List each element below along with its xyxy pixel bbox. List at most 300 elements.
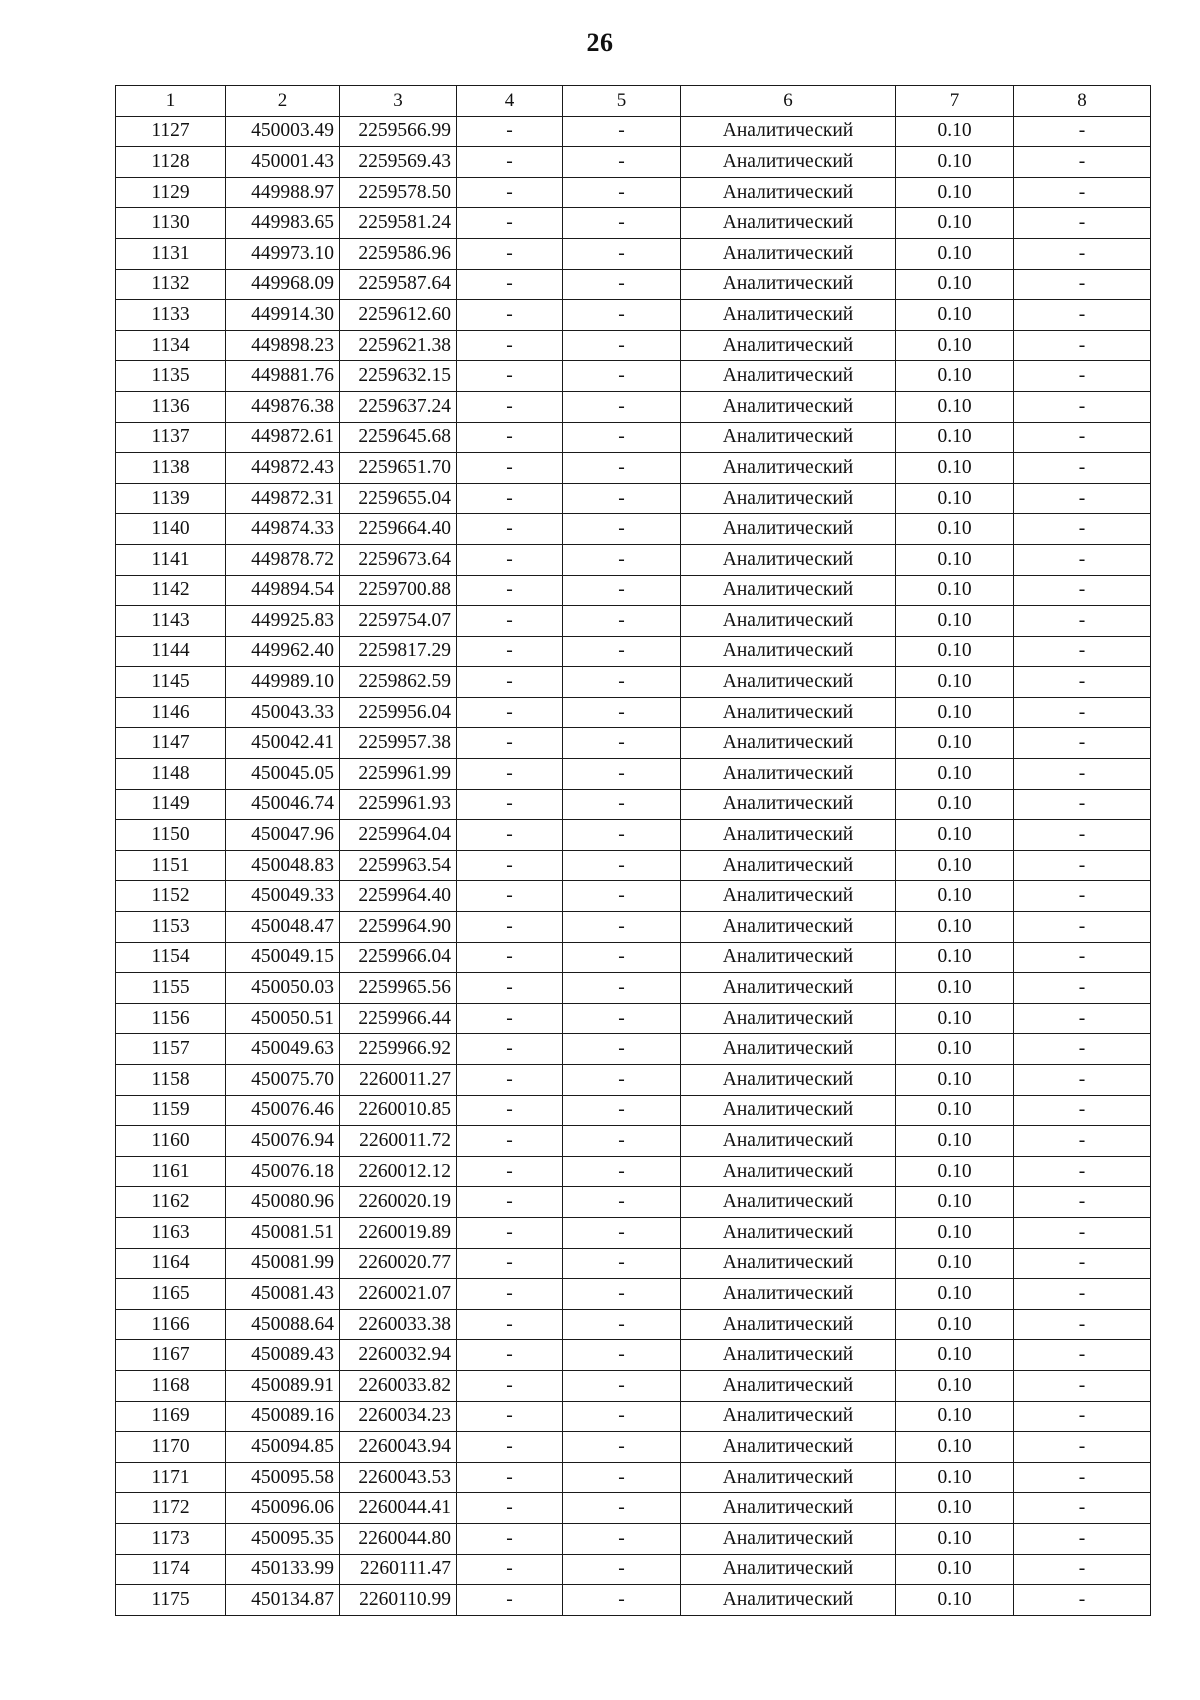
table-row <box>116 391 1151 422</box>
header-cell: 5 <box>563 86 681 117</box>
method-cell: Аналитический <box>681 1187 896 1218</box>
method-cell: Аналитический <box>681 1370 896 1401</box>
accuracy-cell: 0.10 <box>896 1585 1014 1616</box>
y-coordinate-cell: 2260033.82 <box>340 1370 457 1401</box>
table-row <box>116 483 1151 514</box>
x-coordinate-cell: 450048.47 <box>226 912 340 943</box>
column-5-cell: - <box>563 912 681 943</box>
column-4-cell: - <box>457 1493 563 1524</box>
table-row <box>116 1554 1151 1585</box>
column-4-cell: - <box>457 1432 563 1463</box>
x-coordinate-cell: 449983.65 <box>226 208 340 239</box>
table-row <box>116 116 1151 147</box>
table-row <box>116 973 1151 1004</box>
table-row <box>116 514 1151 545</box>
column-8-cell: - <box>1014 116 1151 147</box>
method-cell: Аналитический <box>681 667 896 698</box>
accuracy-cell: 0.10 <box>896 1370 1014 1401</box>
column-4-cell: - <box>457 636 563 667</box>
point-number-cell: 1161 <box>116 1156 226 1187</box>
column-4-cell: - <box>457 1187 563 1218</box>
x-coordinate-cell: 450089.43 <box>226 1340 340 1371</box>
point-number-cell: 1133 <box>116 300 226 331</box>
column-8-cell: - <box>1014 422 1151 453</box>
y-coordinate-cell: 2260011.27 <box>340 1065 457 1096</box>
column-5-cell: - <box>563 667 681 698</box>
column-5-cell: - <box>563 636 681 667</box>
table-row <box>116 881 1151 912</box>
table-row <box>116 667 1151 698</box>
x-coordinate-cell: 449876.38 <box>226 391 340 422</box>
table-row <box>116 606 1151 637</box>
table-row <box>116 1340 1151 1371</box>
column-5-cell: - <box>563 789 681 820</box>
column-4-cell: - <box>457 728 563 759</box>
x-coordinate-cell: 450076.18 <box>226 1156 340 1187</box>
method-cell: Аналитический <box>681 147 896 178</box>
accuracy-cell: 0.10 <box>896 300 1014 331</box>
column-5-cell: - <box>563 269 681 300</box>
table-row <box>116 1432 1151 1463</box>
point-number-cell: 1155 <box>116 973 226 1004</box>
column-5-cell: - <box>563 544 681 575</box>
column-5-cell: - <box>563 361 681 392</box>
column-8-cell: - <box>1014 1309 1151 1340</box>
header-cell: 6 <box>681 86 896 117</box>
column-8-cell: - <box>1014 606 1151 637</box>
method-cell: Аналитический <box>681 728 896 759</box>
table-row <box>116 1187 1151 1218</box>
column-8-cell: - <box>1014 483 1151 514</box>
point-number-cell: 1136 <box>116 391 226 422</box>
point-number-cell: 1143 <box>116 606 226 637</box>
column-5-cell: - <box>563 759 681 790</box>
accuracy-cell: 0.10 <box>896 667 1014 698</box>
y-coordinate-cell: 2259637.24 <box>340 391 457 422</box>
method-cell: Аналитический <box>681 1217 896 1248</box>
column-5-cell: - <box>563 147 681 178</box>
y-coordinate-cell: 2260019.89 <box>340 1217 457 1248</box>
column-8-cell: - <box>1014 1187 1151 1218</box>
x-coordinate-cell: 450076.94 <box>226 1126 340 1157</box>
method-cell: Аналитический <box>681 177 896 208</box>
column-8-cell: - <box>1014 453 1151 484</box>
y-coordinate-cell: 2260044.41 <box>340 1493 457 1524</box>
table-row <box>116 1095 1151 1126</box>
table-row <box>116 1034 1151 1065</box>
column-5-cell: - <box>563 1370 681 1401</box>
method-cell: Аналитический <box>681 1065 896 1096</box>
column-4-cell: - <box>457 269 563 300</box>
point-number-cell: 1127 <box>116 116 226 147</box>
column-8-cell: - <box>1014 1156 1151 1187</box>
y-coordinate-cell: 2260020.77 <box>340 1248 457 1279</box>
method-cell: Аналитический <box>681 575 896 606</box>
column-5-cell: - <box>563 391 681 422</box>
x-coordinate-cell: 450081.51 <box>226 1217 340 1248</box>
method-cell: Аналитический <box>681 269 896 300</box>
header-cell: 2 <box>226 86 340 117</box>
accuracy-cell: 0.10 <box>896 1462 1014 1493</box>
y-coordinate-cell: 2259754.07 <box>340 606 457 637</box>
x-coordinate-cell: 449898.23 <box>226 330 340 361</box>
column-8-cell: - <box>1014 1248 1151 1279</box>
column-8-cell: - <box>1014 1126 1151 1157</box>
column-4-cell: - <box>457 1340 563 1371</box>
accuracy-cell: 0.10 <box>896 269 1014 300</box>
accuracy-cell: 0.10 <box>896 1340 1014 1371</box>
column-4-cell: - <box>457 361 563 392</box>
table-row <box>116 269 1151 300</box>
column-4-cell: - <box>457 1217 563 1248</box>
header-cell: 3 <box>340 86 457 117</box>
column-4-cell: - <box>457 1156 563 1187</box>
column-8-cell: - <box>1014 300 1151 331</box>
point-number-cell: 1131 <box>116 238 226 269</box>
column-8-cell: - <box>1014 1034 1151 1065</box>
accuracy-cell: 0.10 <box>896 1156 1014 1187</box>
point-number-cell: 1130 <box>116 208 226 239</box>
y-coordinate-cell: 2259862.59 <box>340 667 457 698</box>
method-cell: Аналитический <box>681 1432 896 1463</box>
accuracy-cell: 0.10 <box>896 1034 1014 1065</box>
table-row <box>116 330 1151 361</box>
column-5-cell: - <box>563 575 681 606</box>
column-5-cell: - <box>563 1462 681 1493</box>
column-4-cell: - <box>457 973 563 1004</box>
column-5-cell: - <box>563 606 681 637</box>
column-4-cell: - <box>457 422 563 453</box>
column-8-cell: - <box>1014 1095 1151 1126</box>
table-row <box>116 759 1151 790</box>
column-4-cell: - <box>457 1585 563 1616</box>
accuracy-cell: 0.10 <box>896 1065 1014 1096</box>
method-cell: Аналитический <box>681 1309 896 1340</box>
x-coordinate-cell: 450049.33 <box>226 881 340 912</box>
column-5-cell: - <box>563 177 681 208</box>
point-number-cell: 1169 <box>116 1401 226 1432</box>
table-row <box>116 1126 1151 1157</box>
point-number-cell: 1157 <box>116 1034 226 1065</box>
column-8-cell: - <box>1014 1217 1151 1248</box>
column-5-cell: - <box>563 1523 681 1554</box>
accuracy-cell: 0.10 <box>896 789 1014 820</box>
y-coordinate-cell: 2259961.93 <box>340 789 457 820</box>
x-coordinate-cell: 450050.51 <box>226 1003 340 1034</box>
accuracy-cell: 0.10 <box>896 1432 1014 1463</box>
method-cell: Аналитический <box>681 1279 896 1310</box>
method-cell: Аналитический <box>681 1034 896 1065</box>
x-coordinate-cell: 449989.10 <box>226 667 340 698</box>
table-row <box>116 789 1151 820</box>
method-cell: Аналитический <box>681 1462 896 1493</box>
column-8-cell: - <box>1014 1370 1151 1401</box>
column-5-cell: - <box>563 1554 681 1585</box>
y-coordinate-cell: 2259655.04 <box>340 483 457 514</box>
column-8-cell: - <box>1014 728 1151 759</box>
y-coordinate-cell: 2259581.24 <box>340 208 457 239</box>
accuracy-cell: 0.10 <box>896 1248 1014 1279</box>
column-5-cell: - <box>563 330 681 361</box>
column-5-cell: - <box>563 1493 681 1524</box>
point-number-cell: 1151 <box>116 850 226 881</box>
table-row <box>116 361 1151 392</box>
column-5-cell: - <box>563 1248 681 1279</box>
point-number-cell: 1139 <box>116 483 226 514</box>
point-number-cell: 1135 <box>116 361 226 392</box>
accuracy-cell: 0.10 <box>896 942 1014 973</box>
method-cell: Аналитический <box>681 391 896 422</box>
y-coordinate-cell: 2260032.94 <box>340 1340 457 1371</box>
point-number-cell: 1174 <box>116 1554 226 1585</box>
column-5-cell: - <box>563 1217 681 1248</box>
column-5-cell: - <box>563 1432 681 1463</box>
column-4-cell: - <box>457 177 563 208</box>
y-coordinate-cell: 2259673.64 <box>340 544 457 575</box>
column-4-cell: - <box>457 514 563 545</box>
method-cell: Аналитический <box>681 453 896 484</box>
point-number-cell: 1128 <box>116 147 226 178</box>
accuracy-cell: 0.10 <box>896 1217 1014 1248</box>
column-5-cell: - <box>563 514 681 545</box>
column-5-cell: - <box>563 116 681 147</box>
table-row <box>116 1003 1151 1034</box>
y-coordinate-cell: 2259578.50 <box>340 177 457 208</box>
column-4-cell: - <box>457 1095 563 1126</box>
column-4-cell: - <box>457 1523 563 1554</box>
column-8-cell: - <box>1014 1554 1151 1585</box>
point-number-cell: 1168 <box>116 1370 226 1401</box>
header-cell: 7 <box>896 86 1014 117</box>
y-coordinate-cell: 2260033.38 <box>340 1309 457 1340</box>
column-5-cell: - <box>563 697 681 728</box>
column-5-cell: - <box>563 1156 681 1187</box>
column-8-cell: - <box>1014 1585 1151 1616</box>
column-5-cell: - <box>563 1279 681 1310</box>
x-coordinate-cell: 449925.83 <box>226 606 340 637</box>
column-4-cell: - <box>457 606 563 637</box>
column-8-cell: - <box>1014 1462 1151 1493</box>
y-coordinate-cell: 2259566.99 <box>340 116 457 147</box>
x-coordinate-cell: 450096.06 <box>226 1493 340 1524</box>
point-number-cell: 1167 <box>116 1340 226 1371</box>
method-cell: Аналитический <box>681 1248 896 1279</box>
accuracy-cell: 0.10 <box>896 361 1014 392</box>
column-8-cell: - <box>1014 1003 1151 1034</box>
column-4-cell: - <box>457 1003 563 1034</box>
point-number-cell: 1172 <box>116 1493 226 1524</box>
column-8-cell: - <box>1014 636 1151 667</box>
column-5-cell: - <box>563 208 681 239</box>
column-4-cell: - <box>457 881 563 912</box>
y-coordinate-cell: 2260043.94 <box>340 1432 457 1463</box>
column-5-cell: - <box>563 1095 681 1126</box>
point-number-cell: 1159 <box>116 1095 226 1126</box>
x-coordinate-cell: 450049.63 <box>226 1034 340 1065</box>
method-cell: Аналитический <box>681 973 896 1004</box>
point-number-cell: 1149 <box>116 789 226 820</box>
column-8-cell: - <box>1014 1401 1151 1432</box>
header-cell: 8 <box>1014 86 1151 117</box>
method-cell: Аналитический <box>681 636 896 667</box>
y-coordinate-cell: 2259569.43 <box>340 147 457 178</box>
column-5-cell: - <box>563 728 681 759</box>
point-number-cell: 1154 <box>116 942 226 973</box>
accuracy-cell: 0.10 <box>896 330 1014 361</box>
column-8-cell: - <box>1014 759 1151 790</box>
y-coordinate-cell: 2259632.15 <box>340 361 457 392</box>
x-coordinate-cell: 450075.70 <box>226 1065 340 1096</box>
column-4-cell: - <box>457 1401 563 1432</box>
x-coordinate-cell: 449962.40 <box>226 636 340 667</box>
accuracy-cell: 0.10 <box>896 697 1014 728</box>
x-coordinate-cell: 450048.83 <box>226 850 340 881</box>
method-cell: Аналитический <box>681 1554 896 1585</box>
column-8-cell: - <box>1014 361 1151 392</box>
y-coordinate-cell: 2259586.96 <box>340 238 457 269</box>
accuracy-cell: 0.10 <box>896 1279 1014 1310</box>
column-8-cell: - <box>1014 391 1151 422</box>
column-8-cell: - <box>1014 973 1151 1004</box>
column-5-cell: - <box>563 238 681 269</box>
method-cell: Аналитический <box>681 942 896 973</box>
accuracy-cell: 0.10 <box>896 1493 1014 1524</box>
y-coordinate-cell: 2260010.85 <box>340 1095 457 1126</box>
table-row <box>116 912 1151 943</box>
table-row <box>116 1217 1151 1248</box>
y-coordinate-cell: 2259645.68 <box>340 422 457 453</box>
column-4-cell: - <box>457 575 563 606</box>
table-row <box>116 1493 1151 1524</box>
column-4-cell: - <box>457 667 563 698</box>
accuracy-cell: 0.10 <box>896 453 1014 484</box>
column-8-cell: - <box>1014 1493 1151 1524</box>
column-5-cell: - <box>563 1065 681 1096</box>
column-8-cell: - <box>1014 238 1151 269</box>
accuracy-cell: 0.10 <box>896 881 1014 912</box>
method-cell: Аналитический <box>681 697 896 728</box>
method-cell: Аналитический <box>681 606 896 637</box>
page-number: 26 <box>586 28 614 57</box>
x-coordinate-cell: 449872.43 <box>226 453 340 484</box>
column-5-cell: - <box>563 973 681 1004</box>
method-cell: Аналитический <box>681 422 896 453</box>
column-8-cell: - <box>1014 208 1151 239</box>
x-coordinate-cell: 449872.31 <box>226 483 340 514</box>
y-coordinate-cell: 2260043.53 <box>340 1462 457 1493</box>
column-8-cell: - <box>1014 330 1151 361</box>
accuracy-cell: 0.10 <box>896 544 1014 575</box>
accuracy-cell: 0.10 <box>896 147 1014 178</box>
table-row <box>116 1523 1151 1554</box>
column-8-cell: - <box>1014 697 1151 728</box>
table-row <box>116 1279 1151 1310</box>
y-coordinate-cell: 2259961.99 <box>340 759 457 790</box>
x-coordinate-cell: 450134.87 <box>226 1585 340 1616</box>
x-coordinate-cell: 450045.05 <box>226 759 340 790</box>
table-row <box>116 728 1151 759</box>
column-4-cell: - <box>457 942 563 973</box>
table-row <box>116 1248 1151 1279</box>
accuracy-cell: 0.10 <box>896 820 1014 851</box>
column-4-cell: - <box>457 300 563 331</box>
x-coordinate-cell: 450043.33 <box>226 697 340 728</box>
column-4-cell: - <box>457 1309 563 1340</box>
point-number-cell: 1146 <box>116 697 226 728</box>
column-5-cell: - <box>563 1187 681 1218</box>
accuracy-cell: 0.10 <box>896 912 1014 943</box>
method-cell: Аналитический <box>681 881 896 912</box>
point-number-cell: 1175 <box>116 1585 226 1616</box>
column-8-cell: - <box>1014 667 1151 698</box>
y-coordinate-cell: 2259964.90 <box>340 912 457 943</box>
column-4-cell: - <box>457 759 563 790</box>
y-coordinate-cell: 2260044.80 <box>340 1523 457 1554</box>
point-number-cell: 1150 <box>116 820 226 851</box>
x-coordinate-cell: 450050.03 <box>226 973 340 1004</box>
column-8-cell: - <box>1014 177 1151 208</box>
point-number-cell: 1140 <box>116 514 226 545</box>
accuracy-cell: 0.10 <box>896 1003 1014 1034</box>
x-coordinate-cell: 449874.33 <box>226 514 340 545</box>
method-cell: Аналитический <box>681 1156 896 1187</box>
y-coordinate-cell: 2259612.60 <box>340 300 457 331</box>
point-number-cell: 1160 <box>116 1126 226 1157</box>
y-coordinate-cell: 2259966.92 <box>340 1034 457 1065</box>
column-5-cell: - <box>563 483 681 514</box>
point-number-cell: 1141 <box>116 544 226 575</box>
method-cell: Аналитический <box>681 208 896 239</box>
method-cell: Аналитический <box>681 116 896 147</box>
method-cell: Аналитический <box>681 789 896 820</box>
method-cell: Аналитический <box>681 361 896 392</box>
point-number-cell: 1129 <box>116 177 226 208</box>
column-8-cell: - <box>1014 1432 1151 1463</box>
table-row <box>116 1462 1151 1493</box>
column-4-cell: - <box>457 1065 563 1096</box>
y-coordinate-cell: 2259963.54 <box>340 850 457 881</box>
method-cell: Аналитический <box>681 912 896 943</box>
method-cell: Аналитический <box>681 1340 896 1371</box>
column-5-cell: - <box>563 1585 681 1616</box>
table-row <box>116 1585 1151 1616</box>
column-8-cell: - <box>1014 789 1151 820</box>
accuracy-cell: 0.10 <box>896 208 1014 239</box>
x-coordinate-cell: 450095.35 <box>226 1523 340 1554</box>
column-4-cell: - <box>457 1126 563 1157</box>
column-8-cell: - <box>1014 1065 1151 1096</box>
y-coordinate-cell: 2259964.04 <box>340 820 457 851</box>
point-number-cell: 1142 <box>116 575 226 606</box>
column-4-cell: - <box>457 453 563 484</box>
point-number-cell: 1166 <box>116 1309 226 1340</box>
table-row <box>116 636 1151 667</box>
point-number-cell: 1132 <box>116 269 226 300</box>
table-row <box>116 1156 1151 1187</box>
accuracy-cell: 0.10 <box>896 973 1014 1004</box>
table-body <box>116 86 1151 1616</box>
column-4-cell: - <box>457 912 563 943</box>
column-8-cell: - <box>1014 514 1151 545</box>
table-row <box>116 1065 1151 1096</box>
column-5-cell: - <box>563 1401 681 1432</box>
method-cell: Аналитический <box>681 330 896 361</box>
table-row <box>116 208 1151 239</box>
method-cell: Аналитический <box>681 1126 896 1157</box>
x-coordinate-cell: 449894.54 <box>226 575 340 606</box>
method-cell: Аналитический <box>681 544 896 575</box>
column-5-cell: - <box>563 850 681 881</box>
